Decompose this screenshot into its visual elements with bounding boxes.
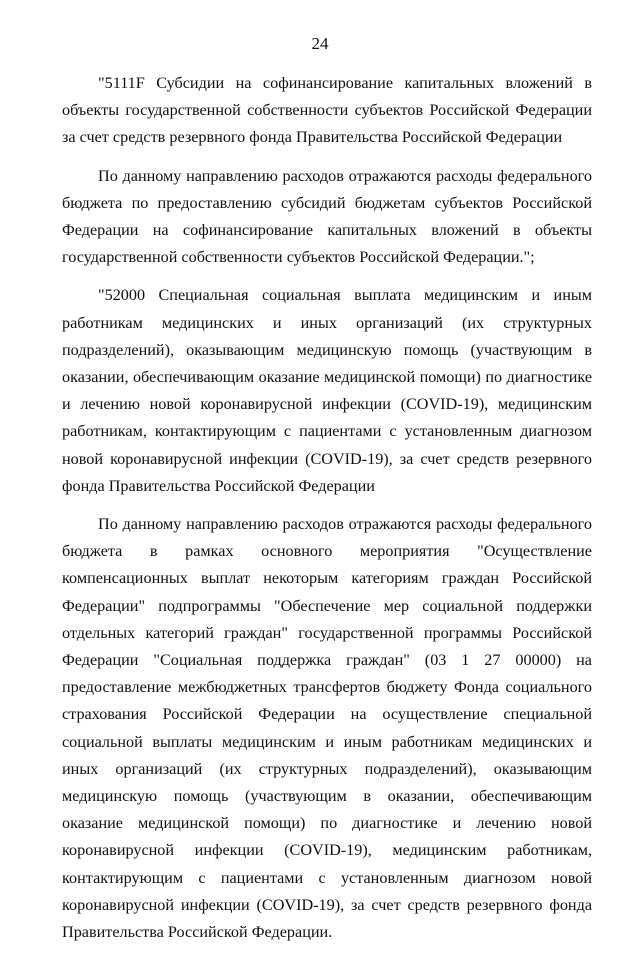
paragraph-code-52000-title: "52000 Специальная социальная выплата медицинским и иным работникам медицинских и иных организаций (их структурных подразделений), оказывающим медицинскую помощь (участвующим в оказании, обеспечивающим оказание медицинской помощи) по диагностике и лечению новой коронавирусной инфекции (COVID-19), медицинским работникам, контактирующим с пациентами с установленным диагнозом новой коронавирусной инфекции (COVID-19), за счет средств резервного фонда Правительства Российской Федерации [62, 286, 592, 495]
page-number: 24 [311, 34, 329, 53]
paragraph-code-5111f-description: По данному направлению расходов отражаются расходы федерального бюджета по предоставлению субсидий бюджетам субъектов Российской Федерации на софинансирование капитальных вложений в объекты государственной собственности субъектов Российской Федерации."; [62, 166, 592, 267]
paragraph-code-52000-description: По данному направлению расходов отражаются расходы федерального бюджета в рамках основного мероприятия "Осуществление компенсационных выплат некоторым категориям граждан Российской Федерации" подпрограммы "Обеспечение мер социальной поддержки отдельных категорий граждан" государственной программы Российской Федерации "Социальная поддержка граждан" (03 1 27 00000) на предоставление межбюджетных трансфертов бюджету Фонда социального страхования Российской Федерации на осуществление специальной социальной выплаты медицинским и иным работникам медицинских и иных организаций (их структурных подразделений), оказывающим медицинскую помощь (участвующим в оказании, обеспечивающим оказание медицинской помощи) по диагностике и лечению новой коронавирусной инфекции (COVID-19), медицинским работникам, контактирующим с пациентами с установленным диагнозом новой коронавирусной инфекции (COVID-19), за счет средств резервного фонда Правительства Российской Федерации. [62, 515, 592, 942]
document-body [62, 70, 592, 957]
paragraph-code-5111f-title: "5111F Субсидии на софинансирование капитальных вложений в объекты государственной собственности субъектов Российской Федерации за счет средств резервного фонда Правительства Российской Федерации [62, 74, 592, 147]
